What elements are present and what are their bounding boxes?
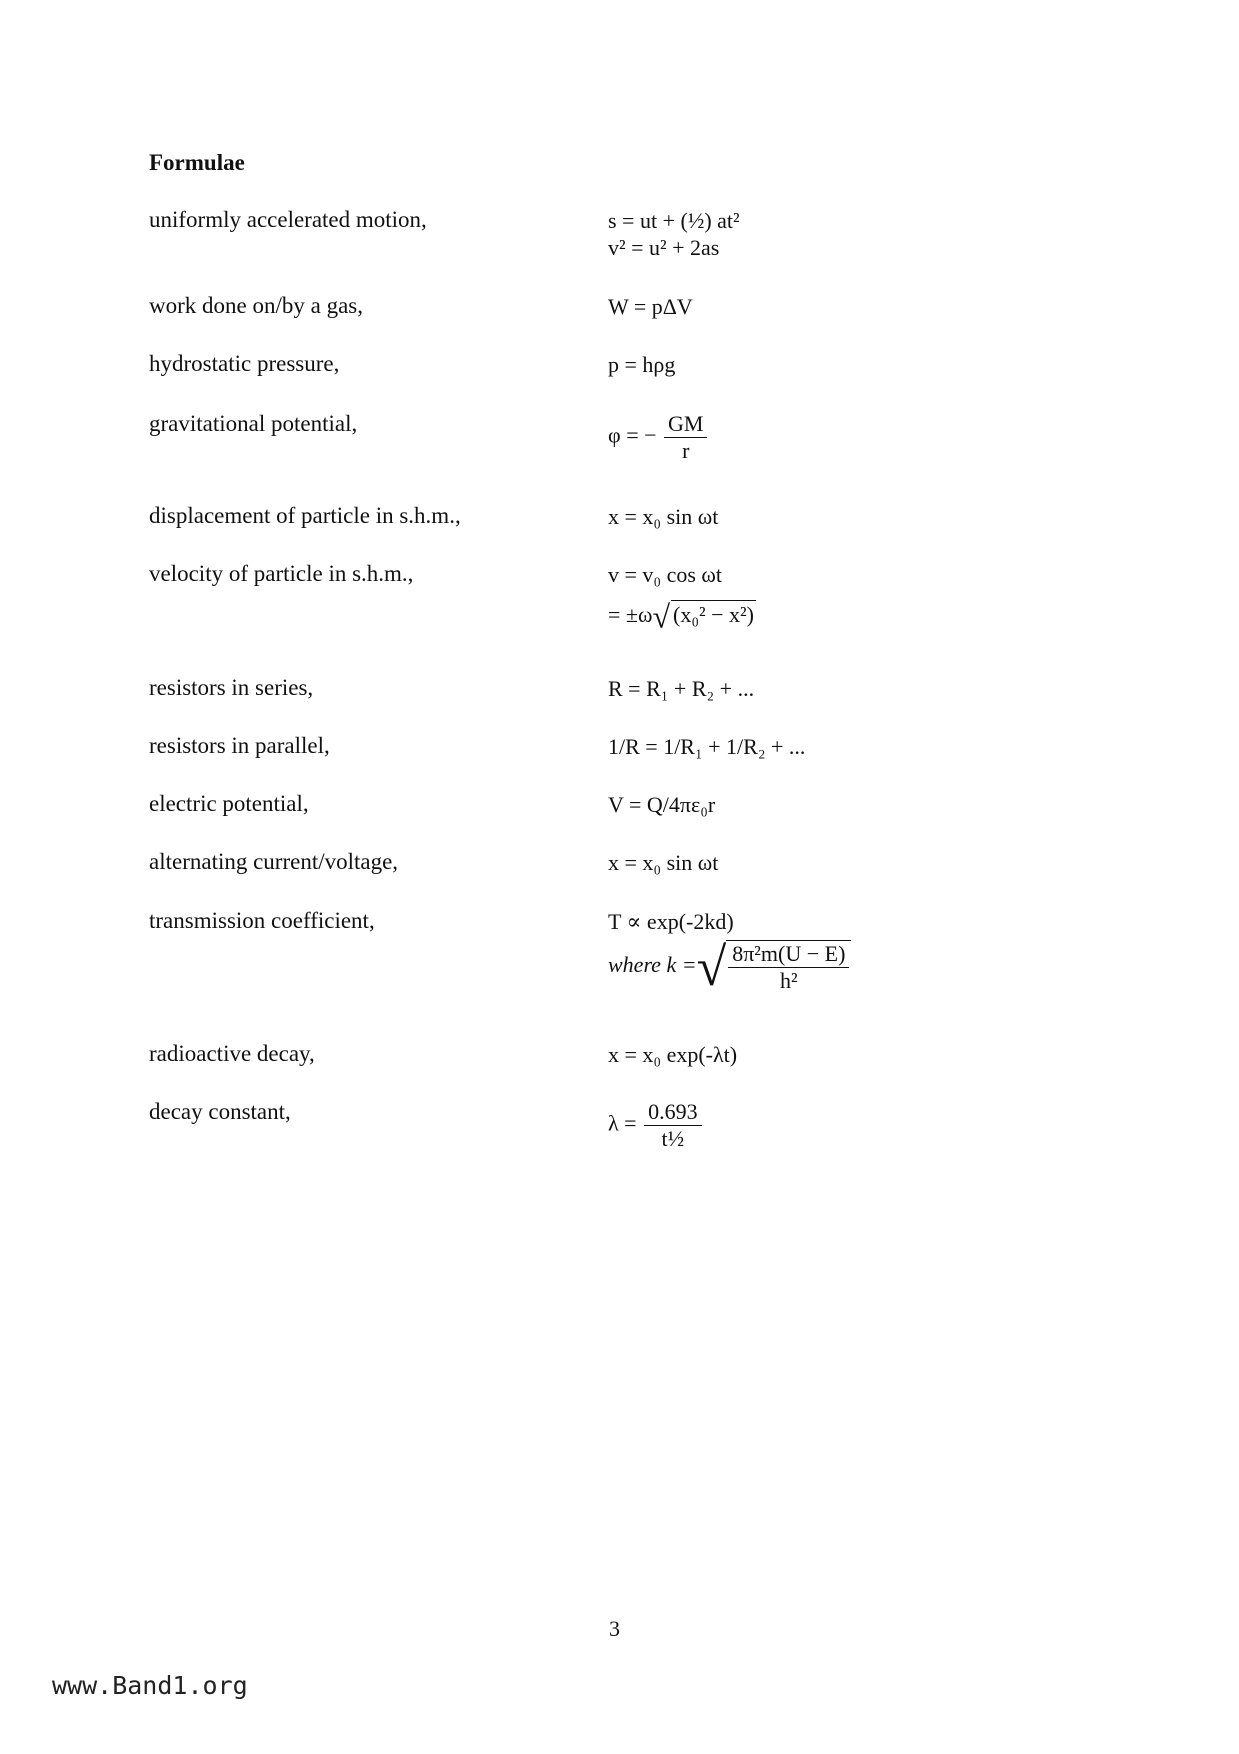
formula-line: x = x₀ sin ωt xyxy=(608,850,719,875)
formula-label: displacement of particle in s.h.m., xyxy=(149,503,461,528)
formula-line: V = Q/4πε₀r xyxy=(608,792,716,817)
radicand: (x₀² − x²) xyxy=(673,602,754,627)
formula-label: uniformly accelerated motion, xyxy=(149,207,427,232)
formula-label: electric potential, xyxy=(149,791,309,816)
formula-line xyxy=(608,935,853,995)
formula-prefix: = ±ω xyxy=(608,602,653,627)
watermark-text: www.Band1.org xyxy=(52,1671,248,1700)
formula-expression xyxy=(608,908,853,995)
page-heading: Formulae xyxy=(149,150,245,175)
formula-label: gravitational potential, xyxy=(149,411,358,436)
formula-line: v = v₀ cos ωt xyxy=(608,562,722,587)
formula-line xyxy=(608,598,756,635)
square-root-icon: √ xyxy=(652,598,671,635)
fraction-numerator: GM xyxy=(664,411,707,438)
formula-lhs: λ = xyxy=(608,1110,637,1136)
formula-expression xyxy=(608,1099,704,1152)
formula-line: p = hρg xyxy=(608,352,676,377)
formula-label: hydrostatic pressure, xyxy=(149,351,340,376)
fraction-denominator: t½ xyxy=(661,1126,685,1151)
formula-line: T ∝ exp(-2kd) xyxy=(608,909,734,934)
formula-expression xyxy=(608,791,715,818)
fraction-denominator: h² xyxy=(780,967,798,993)
fraction xyxy=(664,411,707,464)
formula-expression xyxy=(608,293,693,320)
square-root-icon: √ xyxy=(696,936,727,997)
fraction xyxy=(644,1099,702,1152)
formula-expression xyxy=(608,1041,737,1068)
formula-label: decay constant, xyxy=(149,1099,291,1124)
formula-label: velocity of particle in s.h.m., xyxy=(149,561,414,586)
formula-expression xyxy=(608,207,740,261)
formula-expression xyxy=(608,351,675,378)
formula-expression xyxy=(608,733,805,760)
formula-expression xyxy=(608,503,718,530)
formula-line: 1/R = 1/R₁ + 1/R₂ + ... xyxy=(608,734,806,759)
formula-prefix: where k = xyxy=(608,952,697,977)
formula-line: s = ut + (½) at² xyxy=(608,208,740,233)
formula-label: alternating current/voltage, xyxy=(149,849,399,874)
fraction-numerator: 0.693 xyxy=(644,1099,702,1126)
fraction xyxy=(726,940,851,994)
formula-label: resistors in series, xyxy=(149,675,314,700)
formula-line: W = pΔV xyxy=(608,294,693,319)
formula-label: work done on/by a gas, xyxy=(149,293,363,318)
fraction-denominator: r xyxy=(682,438,690,463)
formula-label: radioactive decay, xyxy=(149,1041,315,1066)
fraction-numerator: 8π²m(U − E) xyxy=(728,941,849,968)
formula-label: transmission coefficient, xyxy=(149,908,375,933)
formula-expression xyxy=(608,561,756,635)
formula-label: resistors in parallel, xyxy=(149,733,330,758)
formula-lhs: φ = − xyxy=(608,422,657,448)
formula-line: x = x₀ exp(-λt) xyxy=(608,1042,738,1067)
formula-line: v² = u² + 2as xyxy=(608,235,720,260)
formula-expression xyxy=(608,849,718,876)
formula-line: R = R₁ + R₂ + ... xyxy=(608,676,755,701)
page-number: 3 xyxy=(609,1616,620,1641)
formula-expression xyxy=(608,675,754,702)
formula-line: x = x₀ sin ωt xyxy=(608,504,719,529)
formula-expression xyxy=(608,411,709,464)
